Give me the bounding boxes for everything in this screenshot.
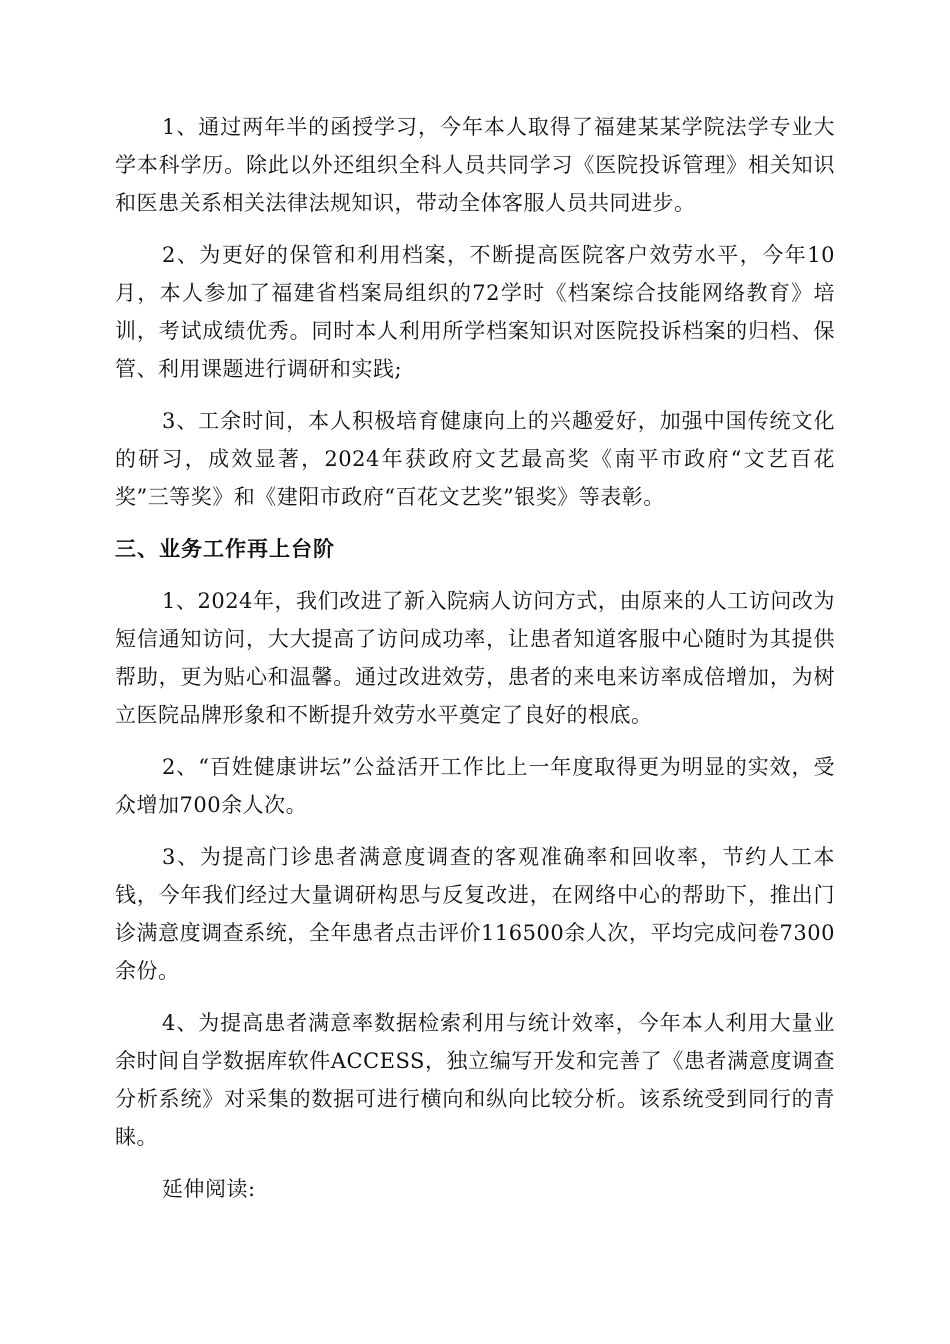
paragraph-5: 2、“百姓健康讲坛”公益活开工作比上一年度取得更为明显的实效，受众增加700余人次。 [115, 755, 835, 817]
paragraph-3: 3、工余时间，本人积极培育健康向上的兴趣爱好，加强中国传统文化的研习，成效显著，2024年获政府文艺最高奖《南平市政府“文艺百花奖”三等奖》和《建阳市政府“百花文艺奖”银奖》等表彰。 [115, 409, 835, 509]
extended-reading-label: 延伸阅读: [162, 1177, 256, 1201]
section-heading: 三、业务工作再上台阶 [115, 537, 335, 561]
paragraph-4: 1、2024年，我们改进了新入院病人访问方式，由原来的人工访问改为短信通知访问，大大提高了访问成功率，让患者知道客服中心随时为其提供帮助，更为贴心和温馨。通过改进效劳，患者的来电来访率成倍增加，为树立医院品牌形象和不断提升效劳水平奠定了良好的根底。 [115, 589, 835, 727]
paragraph-7: 4、为提高患者满意率数据检索利用与统计效率，今年本人利用大量业余时间自学数据库软件ACCESS，独立编写开发和完善了《患者满意度调查分析系统》对采集的数据可进行横向和纵向比较分析。该系统受到同行的青睐。 [115, 1011, 835, 1149]
paragraph-2: 2、为更好的保管和利用档案，不断提高医院客户效劳水平，今年10月，本人参加了福建省档案局组织的72学时《档案综合技能网络教育》培训，考试成绩优秀。同时本人利用所学档案知识对医院投诉档案的归档、保管、利用课题进行调研和实践; [115, 243, 835, 381]
paragraph-1: 1、通过两年半的函授学习，今年本人取得了福建某某学院法学专业大学本科学历。除此以外还组织全科人员共同学习《医院投诉管理》相关知识和医患关系相关法律法规知识，带动全体客服人员共同进步。 [115, 115, 835, 215]
paragraph-6: 3、为提高门诊患者满意度调查的客观准确率和回收率，节约人工本钱，今年我们经过大量调研构思与反复改进，在网络中心的帮助下，推出门诊满意度调查系统，全年患者点击评价116500余人次，平均完成问卷7300余份。 [115, 845, 835, 983]
document-page [115, 108, 835, 1222]
